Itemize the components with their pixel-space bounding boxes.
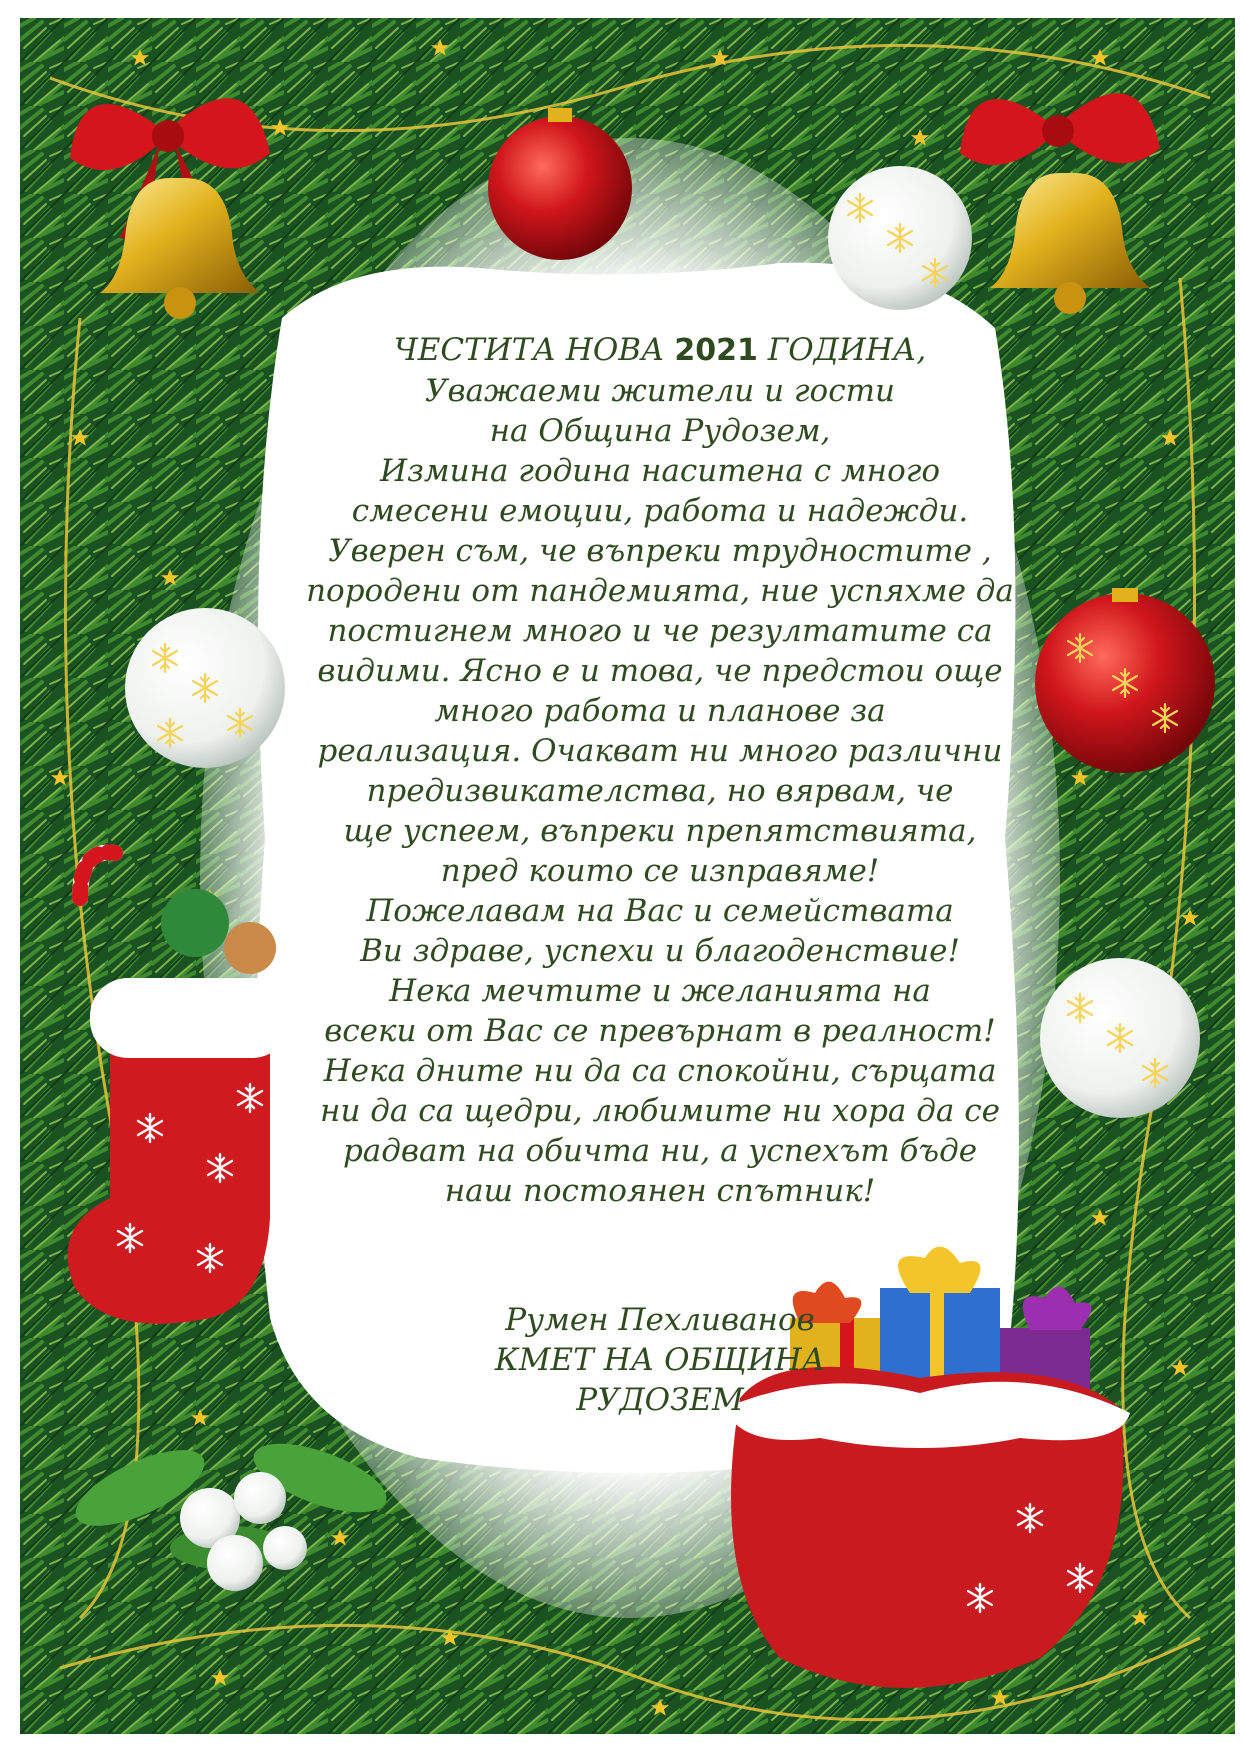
letter-line: ни да са щедри, любимите ни хора да се [320,1093,1000,1129]
letter-line: смесени емоции, работа и надежди. [351,493,969,529]
letter-line: видими. Ясно е и това, че предстои още [317,653,1003,689]
letter-line: Ви здраве, успехи и благоденствие! [360,933,960,969]
signature-block [270,1300,1050,1420]
title-suffix: ГОДИНА, [757,332,927,368]
letter-line: радват на обичта ни, а успехът бъде [342,1133,978,1169]
letter-line: ще успеем, въпреки препятствията, [343,813,977,849]
letter-line: предизвикателства, но вярвам, че [366,773,954,809]
greeting-card [20,18,1235,1734]
letter-line: Измина година наситена с много [379,453,941,489]
title-year: 2021 [674,333,758,368]
signature-title: КМЕТ НА ОБЩИНА [494,1342,826,1378]
letter-line: Нека дните ни да са спокойни, сърцата [323,1053,997,1089]
letter-line: породени от пандемията, ние успяхме да [306,573,1014,609]
signature-name: Румен Пехливанов [505,1302,815,1338]
letter-line: всеки от Вас се превърнат в реалност! [324,1013,996,1049]
letter-line: на Община Рудозем, [489,413,831,449]
letter-line: наш постоянен спътник! [444,1173,876,1209]
letter-line: Нека мечтите и желанията на [389,973,931,1009]
letter-line: много работа и планове за [434,693,886,729]
letter-line: Уважаеми жители и гости [425,373,895,409]
greeting-letter [270,330,1050,1211]
title-prefix: ЧЕСТИТА НОВА [393,332,675,368]
letter-line: реализация. Очакват ни много различни [317,733,1003,769]
letter-line: Пожелавам на Вас и семействата [366,893,954,929]
letter-line: постигнем много и че резултатите са [327,613,993,649]
letter-title [270,330,1050,371]
letter-line: пред които се изправяме! [440,853,880,889]
ornament-icon [1040,958,1200,1118]
letter-line: Уверен съм, че въпреки трудностите , [328,533,992,569]
ornament-icon [828,166,972,310]
ornament-icon [125,608,285,768]
signature-title-municipality: РУДОЗЕМ [576,1382,744,1418]
